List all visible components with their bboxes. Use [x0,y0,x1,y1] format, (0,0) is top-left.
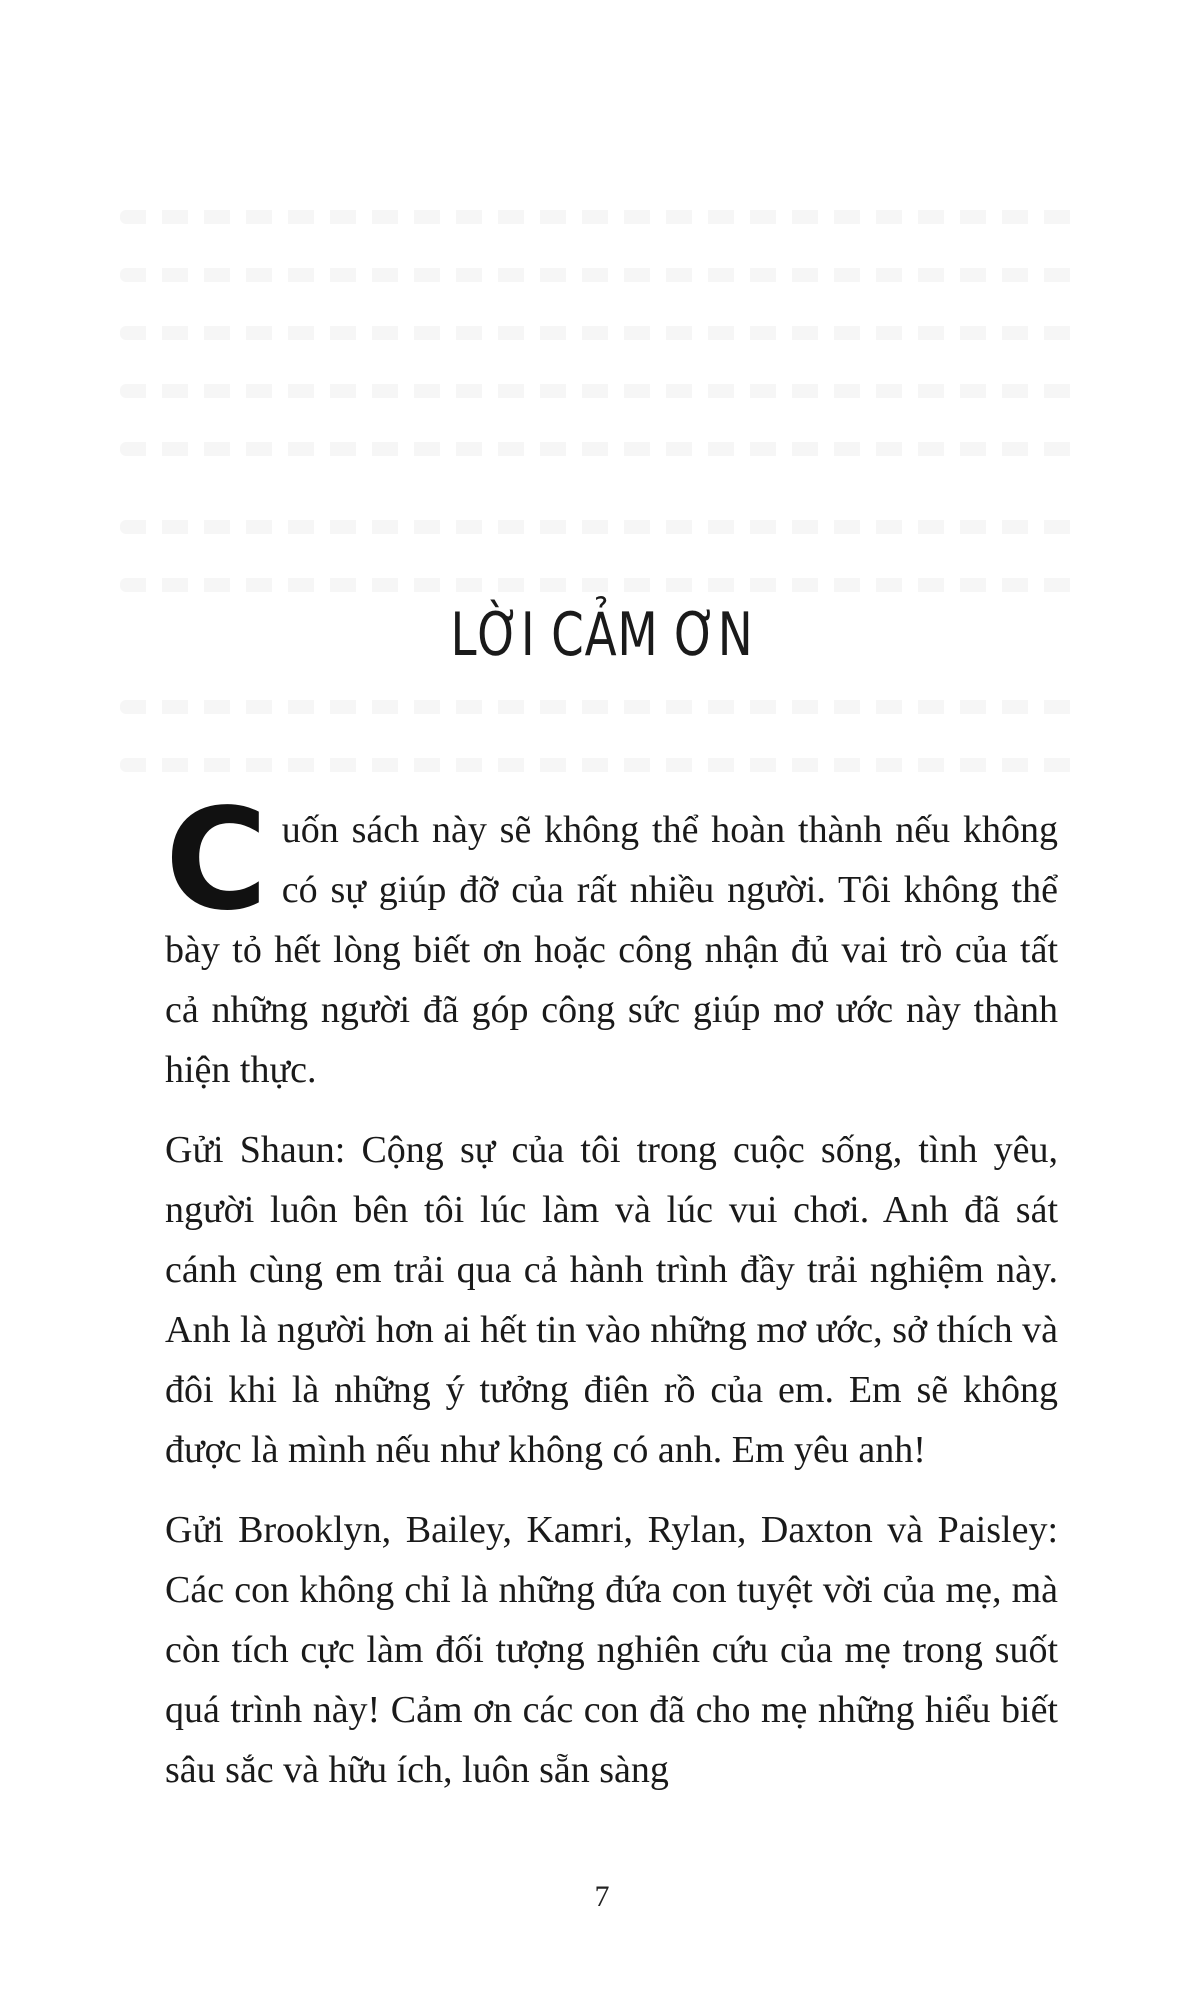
drop-cap: C [165,779,268,942]
show-through-line [120,442,1080,456]
show-through-line [120,520,1080,534]
paragraph-2: Gửi Shaun: Cộng sự của tôi trong cuộc sống, tình yêu, người luôn bên tôi lúc làm và lúc vui chơi. Anh đã sát cánh cùng em trải qua cả hành trình đầy trải nghiệm này. Anh là người hơn ai hết tin vào những mơ ước, sở thích và đôi khi là những ý tưởng điên rồ của em. Em sẽ không được là mình nếu như không có anh. Em yêu anh! [165,1129,1058,1471]
paragraph-3: Gửi Brooklyn, Bailey, Kamri, Rylan, Daxton và Paisley: Các con không chỉ là những đứa con tuyệt vời của mẹ, mà còn tích cực làm đối tượng nghiên cứu của mẹ trong suốt quá trình này! Cảm ơn các con đã cho mẹ những hiểu biết sâu sắc và hữu ích, luôn sẵn sàng [165,1509,1058,1791]
show-through-line [120,326,1080,340]
paragraph-1-text: uốn sách này sẽ không thể hoàn thành nếu không có sự giúp đỡ của rất nhiều người. Tôi không thể bày tỏ hết lòng biết ơn hoặc công nhận đủ vai trò của tất cả những người đã góp công sức giúp mơ ước này thành hiện thực. [165,809,1058,1091]
show-through-line [120,700,1080,714]
show-through-line [120,758,1080,772]
chapter-title: LỜI CẢM ƠN [450,600,754,670]
show-through-line [120,578,1080,592]
page-number: 7 [594,1880,610,1913]
body-text [165,779,1058,1820]
paragraph-1 [165,779,1058,1100]
show-through-line [120,268,1080,282]
show-through-line [120,210,1080,224]
show-through-line [120,384,1080,398]
